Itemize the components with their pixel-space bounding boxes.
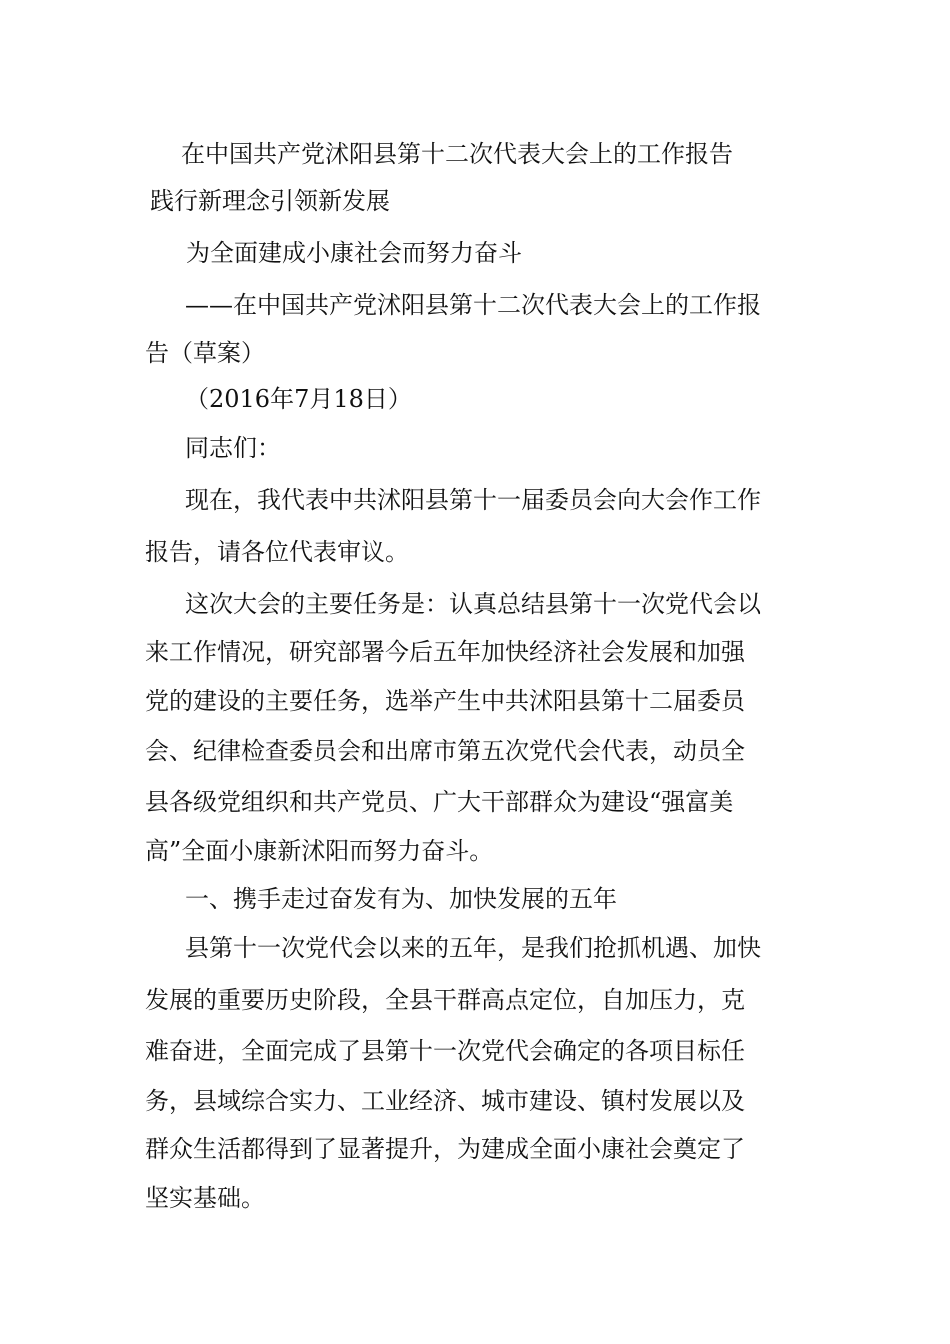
paragraph-2-line-1: 这次大会的主要任务是：认真总结县第十一次党代会以 <box>185 590 761 618</box>
report-theme-line-2: 为全面建成小康社会而努力奋斗 <box>186 239 522 267</box>
report-theme-line-1: 践行新理念引领新发展 <box>150 187 390 215</box>
paragraph-2-line-2: 来工作情况，研究部署今后五年加快经济社会发展和加强 <box>145 638 745 666</box>
paragraph-3-line-1: 县第十一次党代会以来的五年，是我们抢抓机遇、加快 <box>185 934 761 962</box>
paragraph-2-line-5: 县各级党组织和共产党员、广大干部群众为建设“强富美 <box>145 788 734 816</box>
paragraph-2-line-6: 高”全面小康新沭阳而努力奋斗。 <box>145 837 494 865</box>
paragraph-3-line-4: 务，县域综合实力、工业经济、城市建设、镇村发展以及 <box>145 1087 745 1115</box>
report-subtitle-line-1: ——在中国共产党沭阳县第十二次代表大会上的工作报 <box>185 291 761 319</box>
paragraph-2-line-3: 党的建设的主要任务，选举产生中共沭阳县第十二届委员 <box>145 687 745 715</box>
paragraph-3-line-6: 坚实基础。 <box>145 1184 265 1212</box>
document-header-title: 在中国共产党沭阳县第十二次代表大会上的工作报告 <box>181 140 733 168</box>
paragraph-1-line-2: 报告，请各位代表审议。 <box>145 538 409 566</box>
report-date: （2016年7月18日） <box>185 385 412 413</box>
paragraph-3-line-5: 群众生活都得到了显著提升，为建成全面小康社会奠定了 <box>145 1135 745 1163</box>
paragraph-3-line-2: 发展的重要历史阶段，全县干群高点定位，自加压力，克 <box>145 986 745 1014</box>
paragraph-3-line-3: 难奋进，全面完成了县第十一次党代会确定的各项目标任 <box>145 1037 745 1065</box>
paragraph-2-line-4: 会、纪律检查委员会和出席市第五次党代会代表，动员全 <box>145 737 745 765</box>
section-heading-1: 一、携手走过奋发有为、加快发展的五年 <box>185 885 617 913</box>
report-subtitle-line-2: 告（草案） <box>145 339 265 367</box>
salutation: 同志们： <box>185 434 281 462</box>
paragraph-1-line-1: 现在，我代表中共沭阳县第十一届委员会向大会作工作 <box>185 486 761 514</box>
